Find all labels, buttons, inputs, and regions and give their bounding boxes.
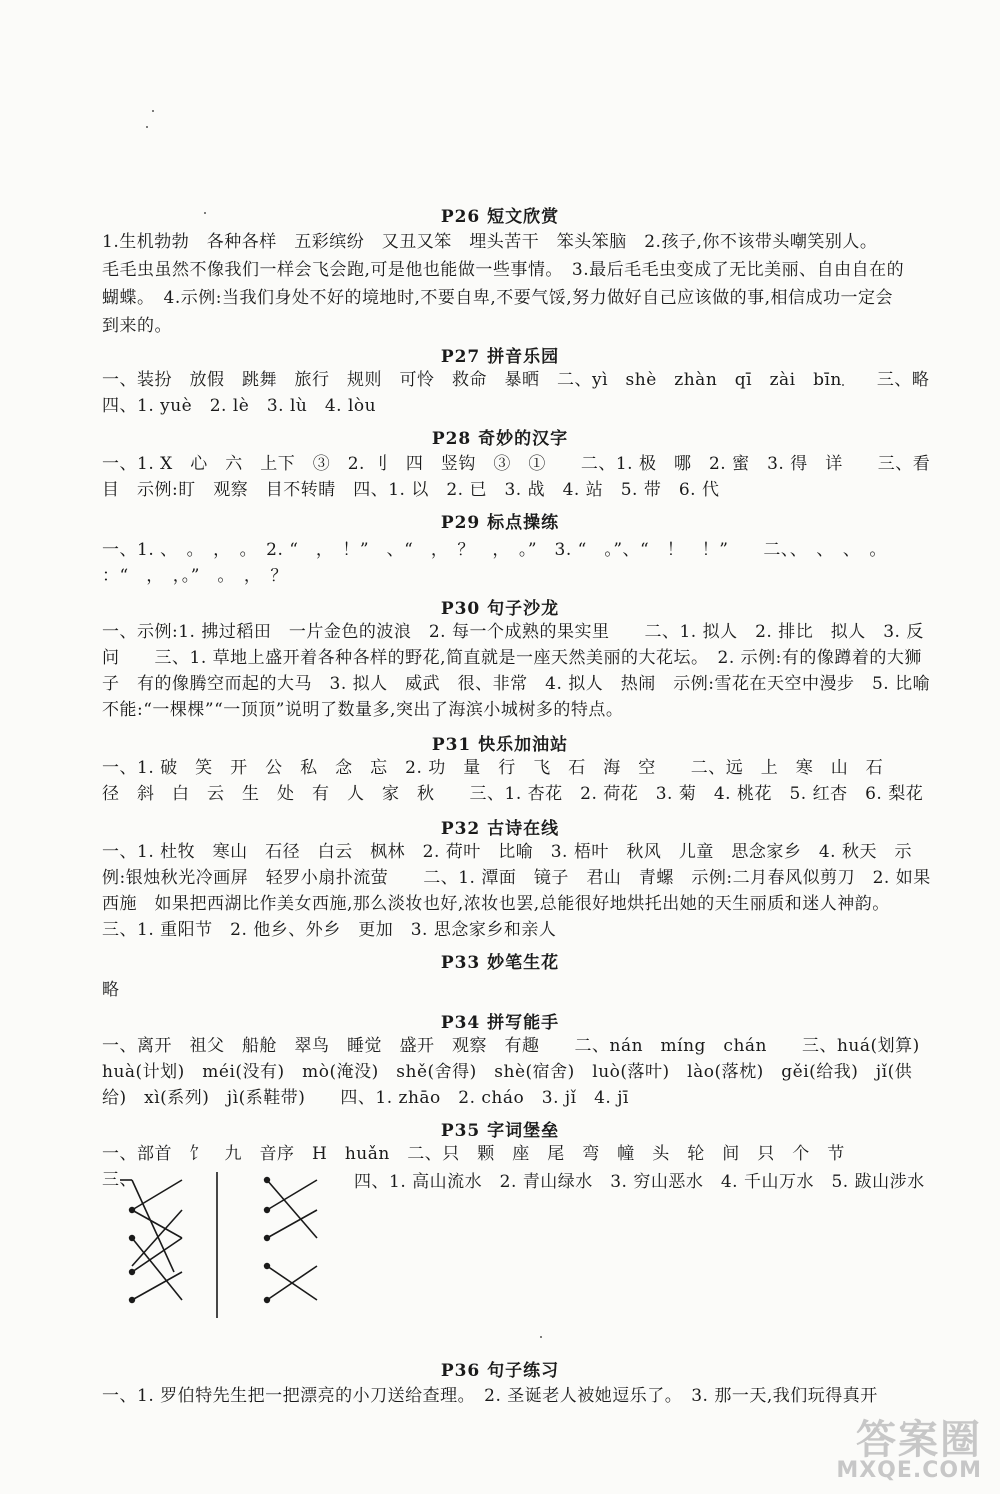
section-title-p31: P31 快乐加油站 xyxy=(431,735,569,755)
text-line: 径 斜 白 云 生 处 有 人 家 秋 三、1. 杏花 2. 荷花 3. 菊 4. 桃花 5. 红杏 6. 梨花 xyxy=(102,784,924,804)
section-title-p26: P26 短文欣赏 xyxy=(440,207,560,227)
section-title-p34: P34 拼写能手 xyxy=(440,1013,560,1033)
text-line: 不能:“一棵棵”“一顶顶”说明了数量多,突出了海滨小城树多的特点。 xyxy=(102,700,624,720)
text-line: huà(计划) méi(没有) mò(淹没) shě(舍得) shè(宿舍) luò(落叶) lào(落枕) gěi(给我) jǐ(供 xyxy=(102,1062,913,1082)
text-line: 目 示例:盯 观察 目不转睛 四、1. 以 2. 已 3. 战 4. 站 5. 带 6. 代 xyxy=(102,480,720,500)
text-line: 一、部首 饣 九 音序 H huǎn 二、只 颗 座 尾 弯 幢 头 轮 间 只 个 节 xyxy=(102,1144,845,1164)
text-line: 一、1. X 心 六 上下 ③ 2. 刂 四 竖钩 ③ ① 二、1. 极 哪 2. 蜜 3. 得 详 三、看 xyxy=(102,454,931,474)
watermark-logo xyxy=(836,1417,982,1483)
section-title-p33: P33 妙笔生花 xyxy=(440,953,560,973)
section-title-p36: P36 句子练习 xyxy=(440,1361,560,1381)
scan-speck xyxy=(152,110,154,112)
text-line: 子 有的像腾空而起的大马 3. 拟人 威武 很、非常 4. 拟人 热闹 示例:雪花在天空中漫步 5. 比喻 xyxy=(102,674,931,694)
text-line: 三、1. 重阳节 2. 他乡、外乡 更加 3. 思念家乡和亲人 xyxy=(102,920,557,940)
text-line: 例:银烛秋光冷画屏 轻罗小扇扑流萤 二、1. 潭面 镜子 君山 青螺 示例:二月春风似剪刀 2. 如果 xyxy=(102,868,931,888)
text-line: 一、示例:1. 拂过稻田 一片金色的波浪 2. 每一个成熟的果实里 二、1. 拟人 2. 排比 拟人 3. 反 xyxy=(102,622,924,642)
section-title-p35: P35 字词堡垒 xyxy=(440,1121,560,1141)
watermark-text: 答案圈 xyxy=(856,1417,982,1463)
text-line: 到来的。 xyxy=(102,316,172,336)
text-line: ：“ ， ，。” 。 ， ？ xyxy=(102,566,288,586)
text-line: 毛毛虫虽然不像我们一样会飞会跑,可是他也能做一些事情。 3.最后毛毛虫变成了无比美丽、自由自在的 xyxy=(102,260,905,280)
section-title-p29: P29 标点操练 xyxy=(440,513,560,533)
text-line: 略 xyxy=(102,980,120,1000)
text-line: 一、1. 、 。 ， 。 2. “ ， ！” 、“ ， ？ ， 。” 3. “ 。”、“ ！ ！” 二、、 、 、 。 xyxy=(102,540,887,560)
text-line: 一、1. 破 笑 开 公 私 念 忘 2. 功 量 行 飞 石 海 空 二、远 上 寒 山 石 xyxy=(102,758,884,778)
text-line: 四、1. yuè 2. lè 3. lù 4. lòu xyxy=(102,396,377,416)
text-line: 给) xì(系列) jì(系鞋带) 四、1. zhāo 2. cháo 3. jǐ 4. jī xyxy=(102,1088,629,1108)
scan-speck xyxy=(540,1336,542,1338)
text-line: 一、1. 杜牧 寒山 石径 白云 枫林 2. 荷叶 比喻 3. 梧叶 秋风 儿童 思念家乡 4. 秋天 示 xyxy=(102,842,912,862)
text-line: 问 三、1. 草地上盛开着各种各样的野花,简直就是一座天然美丽的大花坛。 2. 示例:有的像蹲着的大狮 xyxy=(102,648,922,668)
section-title-p27: P27 拼音乐园 xyxy=(440,347,560,367)
text-line: 蝴蝶。 4.示例:当我们身处不好的境地时,不要自卑,不要气馁,努力做好自己应该做的事,相信成功一定会 xyxy=(102,288,894,308)
section-title-p30: P30 句子沙龙 xyxy=(440,599,560,619)
matching-diagram xyxy=(112,1172,332,1322)
text-line: 一、离开 祖父 船舱 翠鸟 睡觉 盛开 观察 有趣 二、nán míng chán 三、huá(划算) xyxy=(102,1036,920,1056)
text-line: 三、 xyxy=(102,1170,137,1190)
text-line: 1.生机勃勃 各种各样 五彩缤纷 又丑又笨 埋头苦干 笨头笨脑 2.孩子,你不该带头嘲笑别人。 xyxy=(102,232,878,252)
text-line: 四、1. 高山流水 2. 青山绿水 3. 穷山恶水 4. 千山万水 5. 跋山涉水 xyxy=(354,1172,925,1192)
section-title-p32: P32 古诗在线 xyxy=(440,819,560,839)
scan-speck xyxy=(146,126,148,128)
text-line: 一、装扮 放假 跳舞 旅行 规则 可怜 救命 暴晒 二、yì shè zhàn qī zài bīn 三、略 xyxy=(102,370,930,390)
text-line: 西施 如果把西湖比作美女西施,那么淡妆也好,浓妆也罢,总能很好地烘托出她的天生丽质和迷人神韵。 xyxy=(102,894,890,914)
text-line: 一、1. 罗伯特先生把一把漂亮的小刀送给查理。 2. 圣诞老人被她逗乐了。 3. 那一天,我们玩得真开 xyxy=(102,1386,878,1406)
section-title-p28: P28 奇妙的汉字 xyxy=(431,429,569,449)
watermark-url: MXQE.COM xyxy=(836,1458,982,1483)
